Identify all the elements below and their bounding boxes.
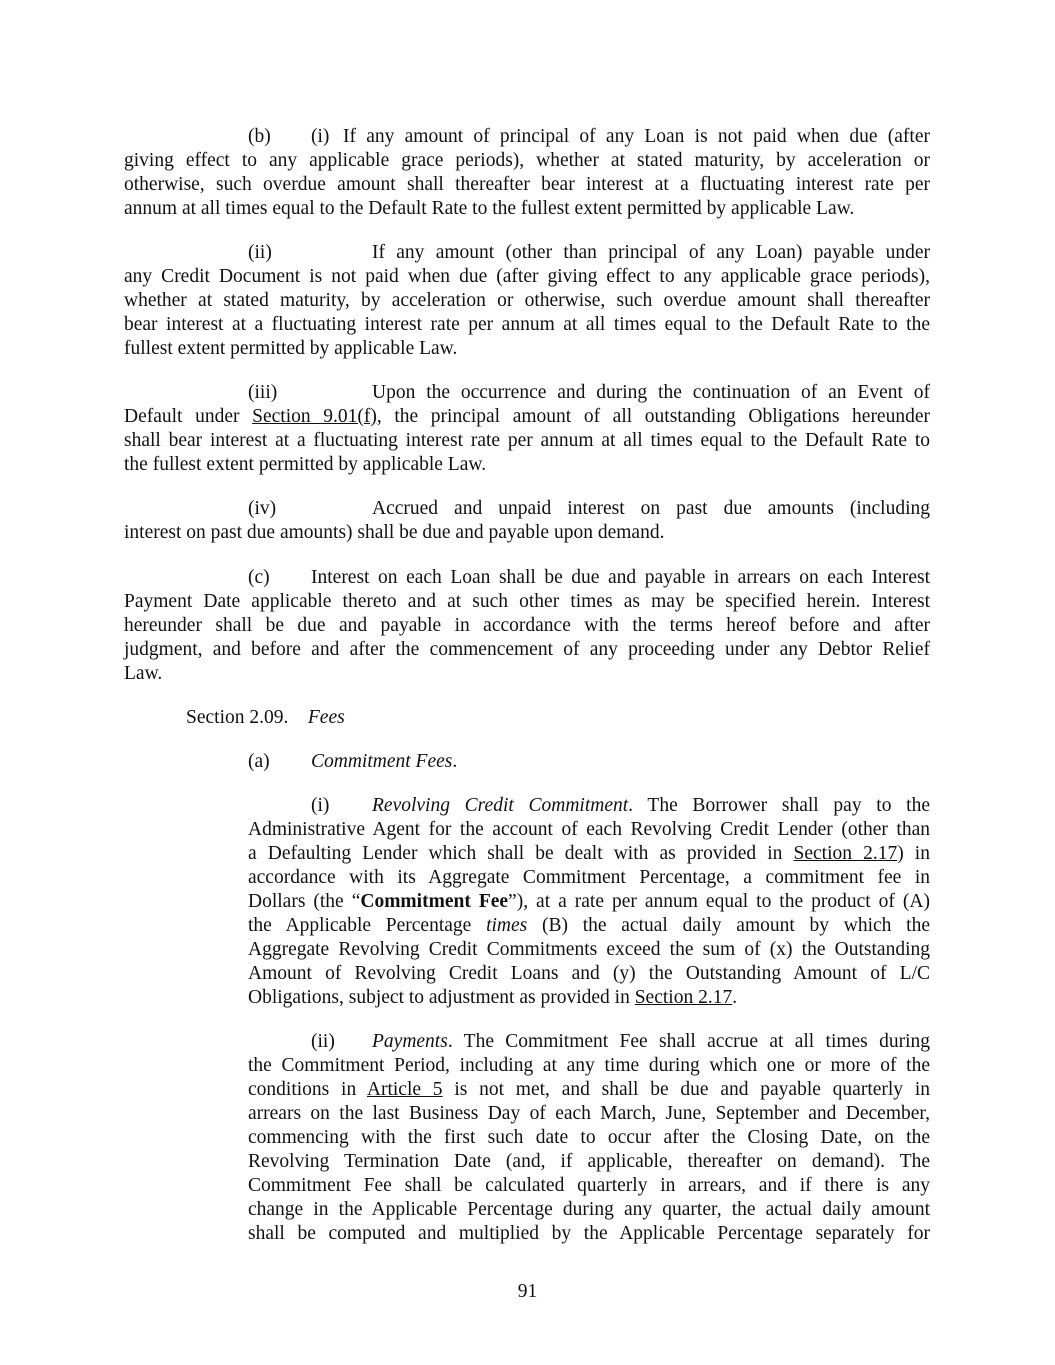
rev-line-2: Administrative Agent for the account of each Revolving Credit Lender (other than	[248, 819, 930, 840]
rev-line-6	[248, 914, 930, 938]
para-c-line-5: Law.	[124, 663, 163, 684]
section-2-17-link[interactable]: Section 2.17	[793, 843, 898, 864]
para-iii-text: , the principal amount of all outstanding Obligations hereunder	[376, 406, 930, 427]
para-iv-line-2: interest on past due amounts) shall be due and payable upon demand.	[124, 522, 665, 543]
para-iii-text: Default under	[124, 406, 253, 427]
para-ii-line-4: bear interest at a fluctuating interest rate per annum at all times equal to the Default Rate to the	[124, 314, 930, 335]
pay-marker-ii: (ii)	[311, 1031, 335, 1052]
rev-marker-i: (i)	[311, 795, 330, 816]
section-title: Fees	[307, 707, 345, 728]
rev-line-8: Amount of Revolving Credit Loans and (y) the Outstanding Amount of L/C	[248, 963, 930, 984]
para-b-i-line-4: annum at all times equal to the Default Rate to the fullest extent permitted by applicable Law.	[124, 198, 855, 219]
pay-text: is not met, and shall be due and payable quarterly in	[442, 1079, 930, 1100]
para-marker-b: (b)	[248, 126, 271, 147]
section-number: Section 2.09.	[186, 707, 289, 728]
para-c-line-3: hereunder shall be due and payable in accordance with the terms hereof before and after	[124, 615, 930, 636]
rev-text: Obligations, subject to adjustment as provided in	[248, 987, 635, 1008]
para-marker-b-i: (i)	[311, 126, 330, 147]
rev-title: Revolving Credit Commitment	[372, 795, 629, 816]
pay-line-4: arrears on the last Business Day of each March, June, September and December,	[248, 1103, 930, 1124]
para-iii-line-2	[124, 405, 930, 429]
para-c-line-4: judgment, and before and after the commencement of any proceeding under any Debtor Relief	[124, 639, 930, 660]
rev-text: ) in	[897, 843, 930, 864]
subsection-a-heading	[311, 750, 457, 774]
section-9-01-f-link[interactable]: Section 9.01(f)	[252, 406, 377, 427]
rev-line-1	[372, 794, 930, 818]
para-iii-line-4: the fullest extent permitted by applicable Law.	[124, 454, 487, 475]
para-marker-iii: (iii)	[248, 382, 278, 403]
pay-line-3	[248, 1078, 930, 1102]
pay-line-1	[372, 1030, 930, 1054]
rev-line-4: accordance with its Aggregate Commitment Percentage, a commitment fee in	[248, 867, 930, 888]
para-b-i-line-3: otherwise, such overdue amount shall thereafter bear interest at a fluctuating interest rate per	[124, 174, 930, 195]
para-iii-line-1: Upon the occurrence and during the continuation of an Event of	[372, 382, 930, 403]
rev-text: the Applicable Percentage	[248, 915, 487, 936]
rev-text: .	[732, 987, 738, 1008]
para-iv-line-1: Accrued and unpaid interest on past due amounts (including	[372, 498, 930, 519]
pay-line-9: shall be computed and multiplied by the Applicable Percentage separately for	[248, 1223, 930, 1244]
subsection-a-title: Commitment Fees	[311, 751, 453, 772]
para-ii-line-5: fullest extent permitted by applicable Law.	[124, 338, 458, 359]
rev-text: ”), at a rate per annum equal to the product of (A)	[508, 891, 930, 912]
pay-line-2: the Commitment Period, including at any time during which one or more of the	[248, 1055, 930, 1076]
section-2-17-link[interactable]: Section 2.17	[634, 987, 733, 1008]
pay-line-8: change in the Applicable Percentage during any quarter, the actual daily amount	[248, 1199, 930, 1220]
commitment-fee-defined-term: Commitment Fee	[360, 891, 509, 912]
para-marker-iv: (iv)	[248, 498, 277, 519]
rev-text: a Defaulting Lender which shall be dealt with as provided in	[248, 843, 794, 864]
para-marker-ii: (ii)	[248, 242, 272, 263]
section-heading	[186, 706, 345, 730]
rev-text: . The Borrower shall pay to the	[628, 795, 930, 816]
pay-title: Payments	[372, 1031, 448, 1052]
para-ii-line-2: any Credit Document is not paid when due (after giving effect to any applicable grace periods),	[124, 266, 930, 287]
para-b-i-line-1: If any amount of principal of any Loan is not paid when due (after	[343, 126, 930, 147]
pay-text: conditions in	[248, 1079, 367, 1100]
para-ii-line-1: If any amount (other than principal of any Loan) payable under	[372, 242, 930, 263]
rev-line-3	[248, 842, 930, 866]
para-iii-line-3: shall bear interest at a fluctuating interest rate per annum at all times equal to the Default Rate to	[124, 430, 930, 451]
para-marker-c: (c)	[248, 567, 270, 588]
para-c-line-1: Interest on each Loan shall be due and payable in arrears on each Interest	[311, 567, 930, 588]
subsection-a-period: .	[452, 751, 458, 772]
page-number: 91	[517, 1281, 538, 1302]
para-b-i-line-2: giving effect to any applicable grace periods), whether at stated maturity, by acceleration or	[124, 150, 930, 171]
times-italic: times	[486, 915, 528, 936]
rev-text: Dollars (the “	[248, 891, 361, 912]
rev-line-9	[248, 986, 930, 1010]
rev-line-5	[248, 890, 930, 914]
rev-line-7: Aggregate Revolving Credit Commitments exceed the sum of (x) the Outstanding	[248, 939, 930, 960]
article-5-link[interactable]: Article 5	[366, 1079, 443, 1100]
para-ii-line-3: whether at stated maturity, by acceleration or otherwise, such overdue amount shall thereafter	[124, 290, 930, 311]
pay-text: . The Commitment Fee shall accrue at all times during	[447, 1031, 930, 1052]
para-c-line-2: Payment Date applicable thereto and at such other times as may be specified herein. Interest	[124, 591, 930, 612]
pay-line-7: Commitment Fee shall be calculated quarterly in arrears, and if there is any	[248, 1175, 930, 1196]
pay-line-6: Revolving Termination Date (and, if applicable, thereafter on demand). The	[248, 1151, 930, 1172]
rev-text: (B) the actual daily amount by which the	[527, 915, 930, 936]
pay-line-5: commencing with the first such date to occur after the Closing Date, on the	[248, 1127, 930, 1148]
subsection-marker-a: (a)	[248, 751, 270, 772]
